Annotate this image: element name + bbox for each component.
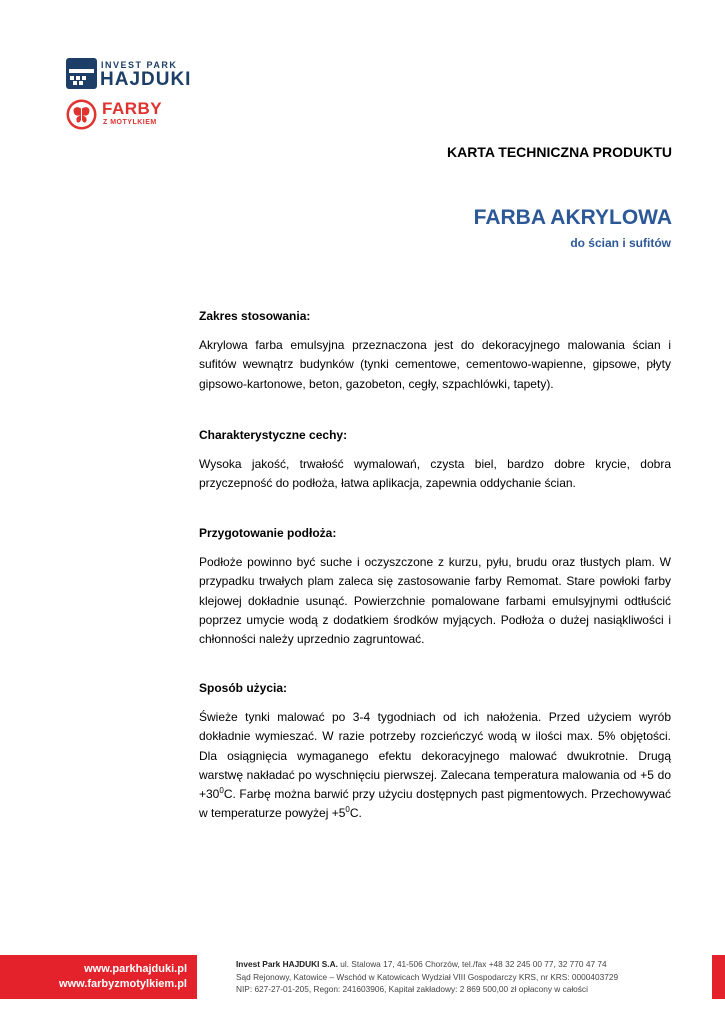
- hajduki-logo-mark-icon: [66, 58, 97, 89]
- footer-address-line: [236, 958, 618, 971]
- section-characteristics: [199, 427, 671, 494]
- degree-sup: 0: [345, 805, 350, 815]
- footer-registry-line: Sąd Rejonowy, Katowice – Wschód w Katowicach Wydział VIII Gospodarczy KRS, nr KRS: 0000403729: [236, 971, 619, 982]
- logo-brand-line1: FARBY: [102, 99, 163, 118]
- section-body: Podłoże powinno być suche i oczyszczone z kurzu, pyłu, brudu oraz tłustych plam. W przypadku trwałych plam zaleca się zastosowanie farby Remomat. Stare powłoki farby klejowej dokładnie usunąć. Powierzchnie pomalowane farbami emulsyjnymi odtłuścić poprzez umycie wodą z dodatkiem środków myjących. Podłoża o dużej nasiąkliwości i chłonności należy uprzednio zagruntować.: [199, 555, 671, 647]
- logo-company-line2: HAJDUKI: [100, 69, 192, 90]
- website-link-parkhajduki[interactable]: www.parkhajduki.pl: [84, 963, 187, 975]
- product-subtitle: do ścian i sufitów: [570, 236, 671, 250]
- section-heading: Charakterystyczne cechy:: [199, 428, 348, 442]
- footer-company-name: Invest Park HAJDUKI S.A.: [236, 959, 338, 969]
- section-surface-preparation: [199, 525, 671, 649]
- butterfly-icon: [66, 99, 97, 130]
- logo-brand-line2: Z MOTYLKIEM: [103, 119, 157, 126]
- section-body: [199, 708, 671, 824]
- website-link-farbyzmotylkiem[interactable]: www.farbyzmotylkiem.pl: [59, 978, 187, 990]
- invest-park-hajduki-logo: [66, 56, 198, 92]
- footer-web-links-bar: [0, 955, 197, 999]
- usage-text-part2: C. Farbę można barwić przy użyciu dostępnych past pigmentowych. Przechowywać w temperaturze powyżej +5: [199, 787, 671, 821]
- usage-text-part1: Świeże tynki malować po 3-4 tygodniach od ich nałożenia. Przed użyciem wyrób dokładnie wymieszać. W razie potrzeby rozcieńczyć wodą w ilości max. 5% objętości. Dla osiągnięcia wymaganego efektu dekoracyjnego malować dwukrotnie. Drugą warstwę nakładać po wyschnięciu pierwszej. Zalecana temperatura malowania od +5 do +30: [199, 710, 671, 802]
- section-heading: Sposób użycia:: [199, 681, 288, 695]
- degree-sup: 0: [219, 786, 224, 796]
- section-usage: [199, 680, 671, 824]
- document-type-heading: KARTA TECHNICZNA PRODUKTU: [446, 144, 672, 160]
- section-body: Wysoka jakość, trwałość wymalowań, czysta biel, bardzo dobre krycie, dobra przyczepność do podłoża, łatwa aplikacja, zapewnia oddychanie ścian.: [199, 457, 671, 491]
- farby-z-motylkiem-logo: [66, 99, 176, 133]
- section-heading: Zakres stosowania:: [199, 309, 311, 323]
- product-title: FARBA AKRYLOWA: [473, 206, 672, 229]
- footer-company-info: [236, 958, 618, 996]
- footer-finance-line: NIP: 627-27-01-205, Regon: 241603906, Kapitał zakładowy: 2 869 500,00 zł opłacony w całości: [236, 984, 588, 994]
- footer-address: ul. Stalowa 17, 41-506 Chorzów, tel./fax +48 32 245 00 77, 32 770 47 74: [337, 959, 607, 969]
- section-heading: Przygotowanie podłoża:: [199, 526, 337, 540]
- logo-company-line1: INVEST PARK: [101, 60, 178, 70]
- footer-accent-block: [712, 955, 725, 999]
- section-body: Akrylowa farba emulsyjna przeznaczona jest do dekoracyjnego malowania ścian i sufitów wewnątrz budynków (tynki cementowe, cementowo-wapienne, gipsowe, płyty gipsowo-kartonowe, beton, gazobeton, cegły, szpachlówki, tapety).: [199, 338, 671, 391]
- section-application-scope: [199, 308, 671, 394]
- usage-text-part3: C.: [349, 806, 362, 821]
